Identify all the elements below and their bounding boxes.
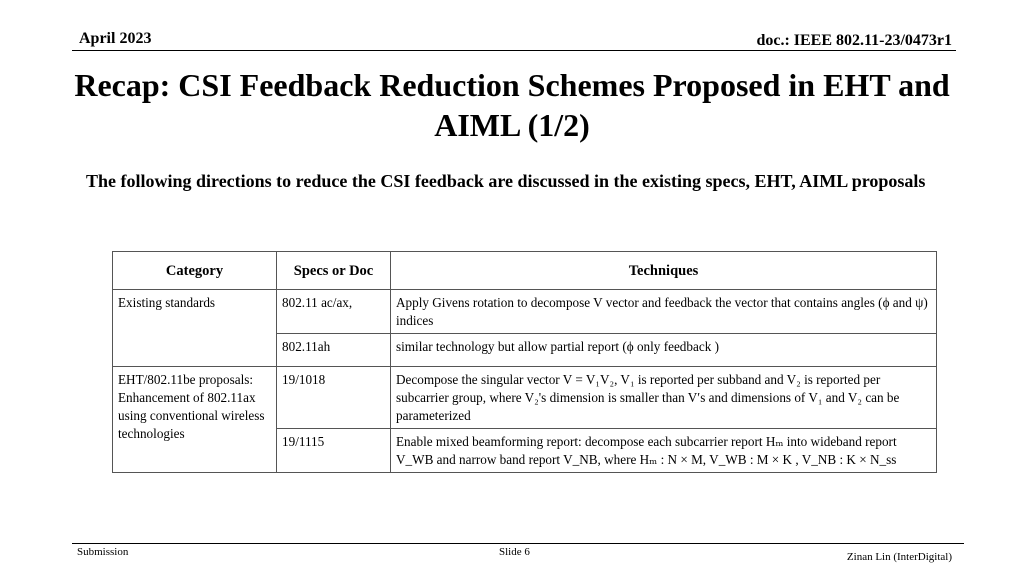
techniques-table <box>112 251 937 473</box>
category-cell: EHT/802.11be proposals: Enhancement of 802.11ax using conventional wireless technologies <box>113 367 277 473</box>
intro-text: The following directions to reduce the CSI feedback are discussed in the existing specs, EHT, AIML proposals <box>86 171 926 191</box>
doc-cell: 19/1115 <box>277 429 391 473</box>
category-cell: Existing standards <box>113 290 277 367</box>
footer-divider <box>72 543 964 544</box>
header-techniques: Techniques <box>391 252 937 290</box>
technique-cell: Apply Givens rotation to decompose V vector and feedback the vector that contains angles (ϕ and ψ) indices <box>391 290 937 334</box>
doc-cell: 802.11 ac/ax, <box>277 290 391 334</box>
footer-submission: Submission <box>77 546 129 558</box>
footer-slide-number: Slide 6 <box>499 546 530 558</box>
header-divider <box>72 50 956 51</box>
header-date: April 2023 <box>79 30 152 47</box>
technique-cell: similar technology but allow partial report (ϕ only feedback ) <box>391 334 937 367</box>
table-header-row <box>113 252 937 290</box>
doc-cell: 802.11ah <box>277 334 391 367</box>
slide-title: Recap: CSI Feedback Reduction Schemes Proposed in EHT and AIML (1/2) <box>74 67 950 143</box>
header-category: Category <box>113 252 277 290</box>
footer-author: Zinan Lin (InterDigital) <box>846 551 952 563</box>
header-specs: Specs or Doc <box>277 252 391 290</box>
technique-cell: Enable mixed beamforming report: decompose each subcarrier report Hₘ into wideband report V_WB and narrow band report V_NB, where Hₘ : N × M, V_WB : M × K , V_NB : K × N_ss <box>391 429 937 473</box>
table-row <box>113 290 937 334</box>
technique-cell: Decompose the singular vector V = V₁V₂, V₁ is reported per subband and V₂ is reported per subcarrier group, where V₂'s dimension is smaller than V′s and dimensions of V₁ and V₂ can be parameterized <box>391 367 937 429</box>
header-doc-id: doc.: IEEE 802.11-23/0473r1 <box>756 32 952 49</box>
doc-cell: 19/1018 <box>277 367 391 429</box>
table-row <box>113 367 937 429</box>
